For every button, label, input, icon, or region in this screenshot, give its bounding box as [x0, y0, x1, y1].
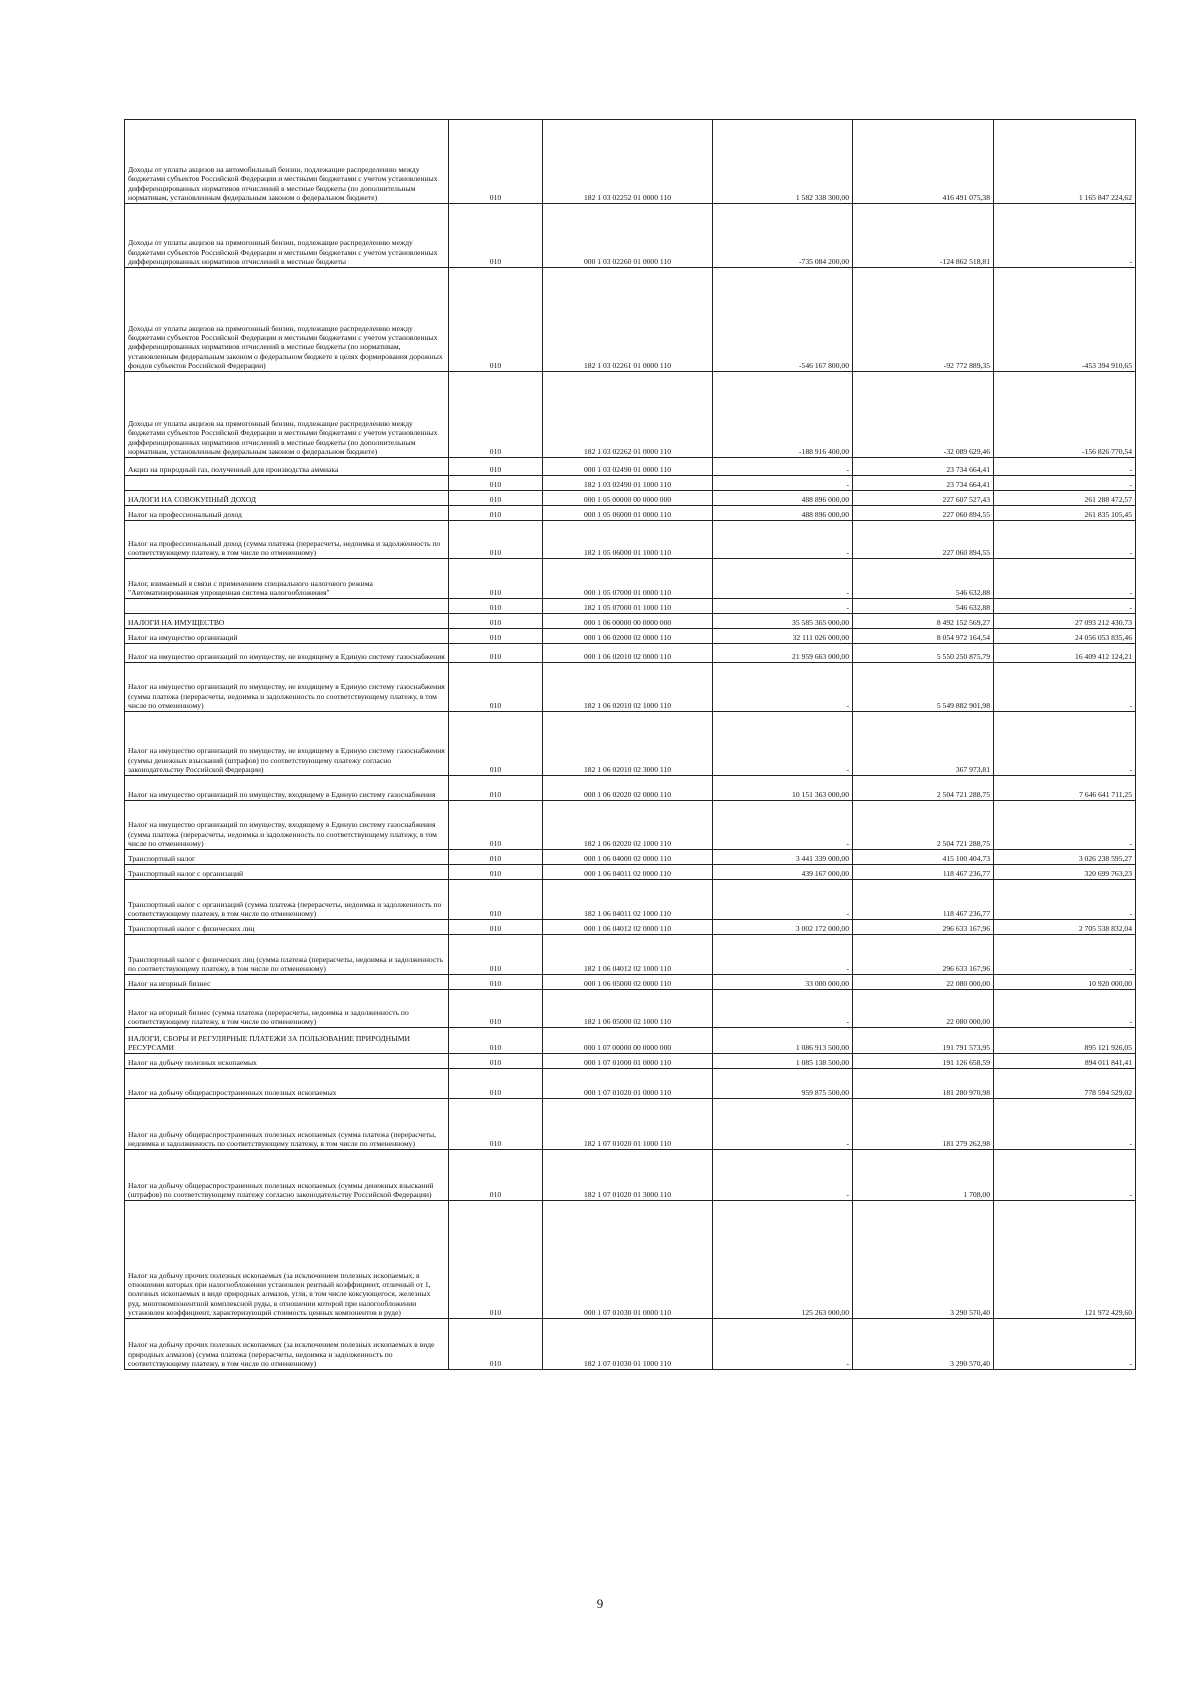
- report-cell-approved: -546 167 800,00: [713, 268, 853, 372]
- report-cell-approved: 488 896 000,00: [713, 506, 853, 521]
- report-cell-unexecuted: 778 594 529,02: [994, 1069, 1136, 1099]
- report-cell-approved: 1 582 338 300,00: [713, 120, 853, 204]
- table-row: [125, 920, 1136, 935]
- report-cell-approved: -: [713, 1150, 853, 1201]
- report-cell-budget-code: 182 1 03 02252 01 0000 110: [543, 120, 713, 204]
- report-cell-line-code: 010: [449, 491, 543, 506]
- report-cell-name: Доходы от уплаты акцизов на прямогонный бензин, подлежащие распределению между бюджетами субъектов Российской Федерации и местными бюджетами с учетом установленных дифференцированных нормативов отчислений в местные бюджеты: [125, 204, 449, 268]
- report-cell-executed: 23 734 664,41: [853, 458, 994, 476]
- report-cell-name: [125, 476, 449, 491]
- report-cell-budget-code: 182 1 03 02262 01 0000 110: [543, 372, 713, 458]
- report-cell-budget-code: 000 1 06 02000 02 0000 110: [543, 629, 713, 644]
- report-cell-unexecuted: -: [994, 458, 1136, 476]
- table-row: [125, 614, 1136, 629]
- report-cell-name: Налог на добычу прочих полезных ископаемых (за исключением полезных ископаемых, в отношении которых при налогообложении установлен рентный коэффициент, отличный от 1, полезных ископаемых в виде природных алмазов, угля, в том числе коксующегося, железных руд, многокомпонентной комплексной руды, в отношении которой при налогообложении установлен коэффициент, характеризующий стоимость ценных компонентов в руде): [125, 1201, 449, 1319]
- report-cell-budget-code: 000 1 07 00000 00 0000 000: [543, 1028, 713, 1054]
- report-cell-unexecuted: -: [994, 712, 1136, 776]
- report-cell-approved: 10 151 363 000,00: [713, 776, 853, 801]
- table-row: [125, 663, 1136, 712]
- report-cell-unexecuted: -: [994, 801, 1136, 850]
- report-cell-name: Налог, взимаемый в связи с применением специального налогового режима "Автоматизированная упрощенная система налогообложения": [125, 559, 449, 599]
- report-cell-line-code: 010: [449, 1201, 543, 1319]
- report-cell-unexecuted: -: [994, 880, 1136, 920]
- report-cell-line-code: 010: [449, 614, 543, 629]
- report-cell-line-code: 010: [449, 865, 543, 880]
- report-cell-budget-code: 182 1 05 06000 01 1000 110: [543, 521, 713, 559]
- report-cell-name: Налог на имущество организаций по имуществу, входящему в Единую систему газоснабжения: [125, 776, 449, 801]
- report-cell-executed: 22 080 000,00: [853, 990, 994, 1028]
- report-cell-name: Налог на добычу прочих полезных ископаемых (за исключением полезных ископаемых в виде природных алмазов) (сумма платежа (перерасчеты, недоимка и задолженность по соответствующему платежу, в том числе по отмененному): [125, 1319, 449, 1370]
- table-row: [125, 629, 1136, 644]
- report-cell-unexecuted: 2 705 538 832,04: [994, 920, 1136, 935]
- report-cell-name: Транспортный налог с организаций: [125, 865, 449, 880]
- report-cell-budget-code: 000 1 05 06000 01 0000 110: [543, 506, 713, 521]
- report-cell-approved: 32 111 026 000,00: [713, 629, 853, 644]
- report-cell-executed: 118 467 236,77: [853, 865, 994, 880]
- report-cell-name: Налог на игорный бизнес: [125, 975, 449, 990]
- report-cell-executed: 3 290 570,40: [853, 1201, 994, 1319]
- report-cell-line-code: 010: [449, 629, 543, 644]
- report-cell-budget-code: 182 1 07 01030 01 1000 110: [543, 1319, 713, 1370]
- report-cell-unexecuted: -: [994, 990, 1136, 1028]
- report-cell-unexecuted: 261 835 105,45: [994, 506, 1136, 521]
- report-cell-executed: 296 633 167,96: [853, 935, 994, 975]
- report-cell-unexecuted: -: [994, 1319, 1136, 1370]
- report-cell-budget-code: 000 1 07 01030 01 0000 110: [543, 1201, 713, 1319]
- report-cell-unexecuted: 27 093 212 430,73: [994, 614, 1136, 629]
- report-cell-unexecuted: -: [994, 559, 1136, 599]
- report-cell-name: Налог на добычу общераспространенных полезных ископаемых (суммы денежных взысканий (штрафов) по соответствующему платежу согласно законодательству Российской Федерации): [125, 1150, 449, 1201]
- report-cell-approved: -: [713, 1319, 853, 1370]
- report-cell-budget-code: 000 1 03 02260 01 0000 110: [543, 204, 713, 268]
- report-cell-unexecuted: 895 121 926,05: [994, 1028, 1136, 1054]
- report-cell-approved: 3 002 172 000,00: [713, 920, 853, 935]
- report-cell-unexecuted: -453 394 910,65: [994, 268, 1136, 372]
- report-cell-line-code: 010: [449, 776, 543, 801]
- report-cell-name: Налог на добычу полезных ископаемых: [125, 1054, 449, 1069]
- report-cell-name: Налог на профессиональный доход: [125, 506, 449, 521]
- report-cell-line-code: 010: [449, 1028, 543, 1054]
- report-cell-executed: 227 060 894,55: [853, 521, 994, 559]
- report-cell-budget-code: 000 1 05 07000 01 0000 110: [543, 559, 713, 599]
- report-cell-line-code: 010: [449, 920, 543, 935]
- report-cell-executed: 296 633 167,96: [853, 920, 994, 935]
- report-cell-name: НАЛОГИ НА ИМУЩЕСТВО: [125, 614, 449, 629]
- report-cell-approved: -: [713, 935, 853, 975]
- report-cell-unexecuted: -: [994, 521, 1136, 559]
- table-row: [125, 491, 1136, 506]
- report-cell-line-code: 010: [449, 506, 543, 521]
- report-cell-executed: 5 550 250 875,79: [853, 644, 994, 663]
- table-row: [125, 1028, 1136, 1054]
- table-row: [125, 476, 1136, 491]
- report-cell-unexecuted: -: [994, 204, 1136, 268]
- table-row: [125, 935, 1136, 975]
- table-row: [125, 204, 1136, 268]
- report-cell-approved: -: [713, 476, 853, 491]
- report-cell-unexecuted: 24 056 053 835,46: [994, 629, 1136, 644]
- report-cell-line-code: 010: [449, 990, 543, 1028]
- report-cell-executed: 191 126 658,59: [853, 1054, 994, 1069]
- report-cell-budget-code: 182 1 06 04012 02 1000 110: [543, 935, 713, 975]
- report-cell-line-code: 010: [449, 663, 543, 712]
- report-cell-executed: -32 089 629,46: [853, 372, 994, 458]
- report-cell-executed: -124 862 518,81: [853, 204, 994, 268]
- report-cell-budget-code: 182 1 06 05000 02 1000 110: [543, 990, 713, 1028]
- report-cell-unexecuted: 894 011 841,41: [994, 1054, 1136, 1069]
- report-cell-unexecuted: 261 288 472,57: [994, 491, 1136, 506]
- report-cell-budget-code: 000 1 06 02020 02 0000 110: [543, 776, 713, 801]
- report-cell-approved: 21 959 663 000,00: [713, 644, 853, 663]
- report-cell-line-code: 010: [449, 559, 543, 599]
- report-cell-approved: -: [713, 458, 853, 476]
- report-cell-executed: 3 290 570,40: [853, 1319, 994, 1370]
- table-row: [125, 120, 1136, 204]
- report-cell-name: Налог на добычу общераспространенных полезных ископаемых: [125, 1069, 449, 1099]
- report-cell-budget-code: 182 1 03 02490 01 1000 110: [543, 476, 713, 491]
- report-cell-approved: 125 263 000,00: [713, 1201, 853, 1319]
- report-cell-line-code: 010: [449, 712, 543, 776]
- report-cell-line-code: 010: [449, 644, 543, 663]
- table-row: [125, 850, 1136, 865]
- report-cell-budget-code: 000 1 06 05000 02 0000 110: [543, 975, 713, 990]
- report-cell-line-code: 010: [449, 120, 543, 204]
- table-row: [125, 990, 1136, 1028]
- table-row: [125, 1054, 1136, 1069]
- report-cell-approved: -: [713, 880, 853, 920]
- report-cell-unexecuted: -: [994, 476, 1136, 491]
- report-cell-budget-code: 000 1 03 02490 01 0000 110: [543, 458, 713, 476]
- table-row: [125, 1319, 1136, 1370]
- report-cell-budget-code: 000 1 07 01020 01 0000 110: [543, 1069, 713, 1099]
- report-cell-executed: 8 492 152 569,27: [853, 614, 994, 629]
- table-row: [125, 559, 1136, 599]
- report-cell-budget-code: 182 1 06 04011 02 1000 110: [543, 880, 713, 920]
- table-row: [125, 506, 1136, 521]
- report-cell-approved: -735 084 200,00: [713, 204, 853, 268]
- report-cell-executed: 415 100 404,73: [853, 850, 994, 865]
- report-cell-budget-code: 000 1 06 04000 02 0000 110: [543, 850, 713, 865]
- revenue-report-table-section: [124, 119, 1135, 1370]
- report-cell-line-code: 010: [449, 1319, 543, 1370]
- report-cell-executed: 1 708,00: [853, 1150, 994, 1201]
- report-cell-budget-code: 000 1 07 01000 01 0000 110: [543, 1054, 713, 1069]
- table-row: [125, 801, 1136, 850]
- report-cell-name: Налог на имущество организаций по имуществу, входящему в Единую систему газоснабжения (сумма платежа (перерасчеты, недоимка и задолженность по соответствующему платежу, в том числе по отмененному): [125, 801, 449, 850]
- report-cell-unexecuted: 121 972 429,60: [994, 1201, 1136, 1319]
- table-row: [125, 880, 1136, 920]
- table-row: [125, 372, 1136, 458]
- report-cell-executed: 8 054 972 164,54: [853, 629, 994, 644]
- report-cell-name: Акциз на природный газ, полученный для производства аммиака: [125, 458, 449, 476]
- table-row: [125, 521, 1136, 559]
- report-cell-unexecuted: 3 026 238 595,27: [994, 850, 1136, 865]
- report-cell-name: Налог на имущество организаций: [125, 629, 449, 644]
- report-cell-executed: -92 772 889,35: [853, 268, 994, 372]
- report-cell-executed: 181 279 262,98: [853, 1099, 994, 1150]
- report-cell-line-code: 010: [449, 1099, 543, 1150]
- table-row: [125, 975, 1136, 990]
- report-cell-name: Налог на добычу общераспространенных полезных ископаемых (сумма платежа (перерасчеты, недоимка и задолженность по соответствующему платежу, в том числе по отмененному): [125, 1099, 449, 1150]
- report-cell-line-code: 010: [449, 204, 543, 268]
- report-cell-approved: -: [713, 712, 853, 776]
- report-table-body: [125, 120, 1136, 1370]
- report-cell-line-code: 010: [449, 1069, 543, 1099]
- report-cell-unexecuted: -: [994, 935, 1136, 975]
- report-cell-line-code: 010: [449, 458, 543, 476]
- report-cell-unexecuted: 320 699 763,23: [994, 865, 1136, 880]
- report-cell-budget-code: 000 1 06 04011 02 0000 110: [543, 865, 713, 880]
- report-cell-approved: 33 000 000,00: [713, 975, 853, 990]
- report-cell-name: Налог на имущество организаций по имуществу, не входящему в Единую систему газоснабжения (суммы денежных взысканий (штрафов) по соответствующему платежу согласно законодательству Российской Федерации): [125, 712, 449, 776]
- report-cell-unexecuted: -: [994, 663, 1136, 712]
- report-cell-name: Налог на профессиональный доход (сумма платежа (перерасчеты, недоимка и задолженность по соответствующему платежу, в том числе по отмененному): [125, 521, 449, 559]
- report-cell-approved: -: [713, 521, 853, 559]
- report-cell-budget-code: 182 1 03 02261 01 0000 110: [543, 268, 713, 372]
- report-cell-budget-code: 000 1 06 04012 02 0000 110: [543, 920, 713, 935]
- report-cell-executed: 23 734 664,41: [853, 476, 994, 491]
- report-cell-line-code: 010: [449, 850, 543, 865]
- report-cell-approved: 1 085 138 500,00: [713, 1054, 853, 1069]
- report-cell-unexecuted: -: [994, 599, 1136, 614]
- table-row: [125, 268, 1136, 372]
- report-cell-name: Доходы от уплаты акцизов на автомобильный бензин, подлежащие распределению между бюджетами субъектов Российской Федерации и местными бюджетами с учетом установленных дифференцированных нормативов отчислений в местные бюджеты (по дополнительным нормативам, установленным федеральным законом о федеральном бюджете): [125, 120, 449, 204]
- report-cell-approved: -: [713, 663, 853, 712]
- report-cell-approved: 439 167 000,00: [713, 865, 853, 880]
- report-cell-executed: 22 080 000,00: [853, 975, 994, 990]
- table-row: [125, 599, 1136, 614]
- report-cell-executed: 181 280 970,98: [853, 1069, 994, 1099]
- report-cell-approved: 3 441 339 000,00: [713, 850, 853, 865]
- report-cell-name: НАЛОГИ НА СОВОКУПНЫЙ ДОХОД: [125, 491, 449, 506]
- table-row: [125, 1069, 1136, 1099]
- report-cell-approved: -: [713, 559, 853, 599]
- report-cell-budget-code: 182 1 06 02010 02 1000 110: [543, 663, 713, 712]
- report-cell-budget-code: 000 1 06 00000 00 0000 000: [543, 614, 713, 629]
- report-cell-budget-code: 182 1 07 01020 01 3000 110: [543, 1150, 713, 1201]
- report-cell-approved: 35 585 365 000,00: [713, 614, 853, 629]
- report-cell-line-code: 010: [449, 975, 543, 990]
- report-cell-unexecuted: 1 165 847 224,62: [994, 120, 1136, 204]
- report-cell-name: Доходы от уплаты акцизов на прямогонный бензин, подлежащие распределению между бюджетами субъектов Российской Федерации и местными бюджетами с учетом установленных дифференцированных нормативов отчислений в местные бюджеты (по дополнительным нормативам, установленным федеральным законом о федеральном бюджете): [125, 372, 449, 458]
- report-cell-approved: -: [713, 990, 853, 1028]
- report-cell-approved: 959 875 500,00: [713, 1069, 853, 1099]
- report-cell-executed: 118 467 236,77: [853, 880, 994, 920]
- report-cell-unexecuted: -: [994, 1150, 1136, 1201]
- report-cell-line-code: 010: [449, 1150, 543, 1201]
- table-row: [125, 1099, 1136, 1150]
- report-cell-name: Доходы от уплаты акцизов на прямогонный бензин, подлежащие распределению между бюджетами субъектов Российской Федерации и местными бюджетами с учетом установленных дифференцированных нормативов отчислений в местные бюджеты (по нормативам, установленным федеральным законом о федеральном бюджете в целях формирования дорожных фондов субъектов Российской Федерации): [125, 268, 449, 372]
- report-cell-line-code: 010: [449, 372, 543, 458]
- report-cell-executed: 416 491 075,38: [853, 120, 994, 204]
- report-cell-budget-code: 182 1 06 02020 02 1000 110: [543, 801, 713, 850]
- report-cell-executed: 546 632,88: [853, 599, 994, 614]
- table-row: [125, 712, 1136, 776]
- report-cell-name: Транспортный налог с организаций (сумма платежа (перерасчеты, недоимка и задолженность по соответствующему платежу, в том числе по отмененному): [125, 880, 449, 920]
- table-row: [125, 458, 1136, 476]
- report-cell-executed: 367 973,81: [853, 712, 994, 776]
- report-cell-executed: 191 791 573,95: [853, 1028, 994, 1054]
- report-cell-name: Транспортный налог: [125, 850, 449, 865]
- report-cell-name: Налог на игорный бизнес (сумма платежа (перерасчеты, недоимка и задолженность по соответствующему платежу, в том числе по отмененному): [125, 990, 449, 1028]
- report-cell-unexecuted: 7 646 641 711,25: [994, 776, 1136, 801]
- report-cell-line-code: 010: [449, 1054, 543, 1069]
- report-cell-budget-code: 182 1 07 01020 01 1000 110: [543, 1099, 713, 1150]
- report-cell-executed: 546 632,88: [853, 559, 994, 599]
- table-row: [125, 644, 1136, 663]
- revenue-report-table: [124, 119, 1136, 1370]
- report-cell-executed: 2 504 721 288,75: [853, 801, 994, 850]
- report-cell-unexecuted: 10 920 000,00: [994, 975, 1136, 990]
- report-cell-budget-code: 182 1 05 07000 01 1000 110: [543, 599, 713, 614]
- report-cell-line-code: 010: [449, 880, 543, 920]
- report-cell-line-code: 010: [449, 599, 543, 614]
- table-row: [125, 776, 1136, 801]
- report-cell-name: Транспортный налог с физических лиц: [125, 920, 449, 935]
- report-cell-budget-code: 000 1 06 02010 02 0000 110: [543, 644, 713, 663]
- page-number: 9: [596, 1596, 604, 1611]
- report-cell-approved: 1 086 913 500,00: [713, 1028, 853, 1054]
- report-cell-line-code: 010: [449, 521, 543, 559]
- report-cell-unexecuted: -: [994, 1099, 1136, 1150]
- report-cell-name: Налог на имущество организаций по имуществу, не входящему в Единую систему газоснабжения: [125, 644, 449, 663]
- report-cell-executed: 5 549 882 901,98: [853, 663, 994, 712]
- table-row: [125, 865, 1136, 880]
- report-cell-line-code: 010: [449, 476, 543, 491]
- report-cell-name: НАЛОГИ, СБОРЫ И РЕГУЛЯРНЫЕ ПЛАТЕЖИ ЗА ПОЛЬЗОВАНИЕ ПРИРОДНЫМИ РЕСУРСАМИ: [125, 1028, 449, 1054]
- report-cell-budget-code: 000 1 05 00000 00 0000 000: [543, 491, 713, 506]
- report-cell-unexecuted: -156 826 770,54: [994, 372, 1136, 458]
- report-cell-name: Налог на имущество организаций по имуществу, не входящему в Единую систему газоснабжения (сумма платежа (перерасчеты, недоимка и задолженность по соответствующему платежу, в том числе по отмененному): [125, 663, 449, 712]
- report-cell-line-code: 010: [449, 268, 543, 372]
- report-cell-name: Транспортный налог с физических лиц (сумма платежа (перерасчеты, недоимка и задолженность по соответствующему платежу, в том числе по отмененному): [125, 935, 449, 975]
- report-cell-executed: 227 607 527,43: [853, 491, 994, 506]
- report-cell-approved: 488 896 000,00: [713, 491, 853, 506]
- report-cell-unexecuted: 16 409 412 124,21: [994, 644, 1136, 663]
- report-cell-approved: -188 916 400,00: [713, 372, 853, 458]
- table-row: [125, 1201, 1136, 1319]
- report-cell-line-code: 010: [449, 935, 543, 975]
- report-cell-approved: -: [713, 801, 853, 850]
- report-cell-executed: 227 060 894,55: [853, 506, 994, 521]
- report-cell-approved: -: [713, 599, 853, 614]
- report-cell-line-code: 010: [449, 801, 543, 850]
- report-cell-budget-code: 182 1 06 02010 02 3000 110: [543, 712, 713, 776]
- report-cell-executed: 2 504 721 288,75: [853, 776, 994, 801]
- report-cell-approved: -: [713, 1099, 853, 1150]
- table-row: [125, 1150, 1136, 1201]
- report-cell-name: [125, 599, 449, 614]
